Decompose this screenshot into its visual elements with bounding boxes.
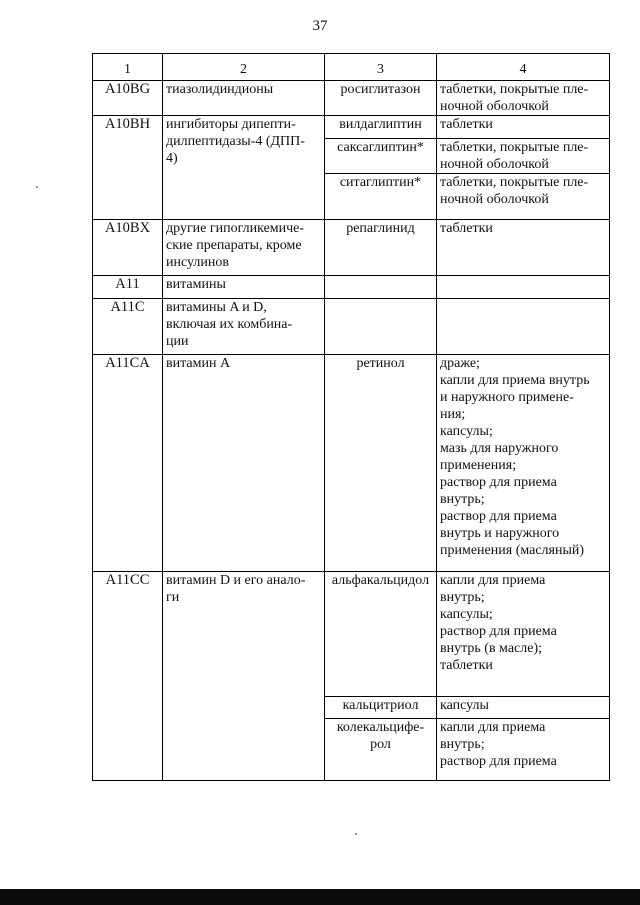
drug-name-cell — [325, 299, 437, 355]
atc-code-cell: A11C — [93, 299, 163, 355]
dosage-form-line: ния; — [440, 407, 466, 422]
dosage-form-line: капсулы; — [440, 424, 493, 439]
header-row — [93, 54, 610, 81]
drug-name-cell: альфакальцидол — [325, 572, 437, 697]
group-name-cell: другие гипогликемиче- ские препараты, кроме инсулинов — [163, 220, 325, 276]
dosage-form-line: таблетки, покрытые пле- — [440, 175, 589, 190]
header-cell: 3 — [325, 54, 437, 81]
table-row — [93, 355, 610, 572]
dosage-form-line: капсулы; — [440, 607, 493, 622]
header-cell: 1 — [93, 54, 163, 81]
dosage-form-line: внутрь; — [440, 737, 485, 752]
dosage-form-cell — [437, 139, 610, 174]
dosage-form-line: таблетки — [440, 658, 493, 673]
dosage-form-cell — [437, 719, 610, 781]
atc-code-cell: A10BG — [93, 81, 163, 116]
drug-name-cell: кальцитриол — [325, 697, 437, 719]
dosage-form-line: таблетки — [440, 117, 493, 132]
group-name-cell: витамин A — [163, 355, 325, 572]
dosage-form-line: ночной оболочкой — [440, 99, 549, 114]
table-row — [93, 572, 610, 697]
dosage-form-line: внутрь; — [440, 590, 485, 605]
dosage-form-line: раствор для приема — [440, 509, 557, 524]
scan-speck — [355, 833, 357, 835]
table-row — [93, 276, 610, 299]
drug-table — [92, 53, 610, 781]
drug-name-cell: колекальцифе- рол — [325, 719, 437, 781]
scan-bottom-bar — [0, 889, 640, 905]
dosage-form-line: ночной оболочкой — [440, 192, 549, 207]
dosage-form-line: внутрь; — [440, 492, 485, 507]
dosage-form-cell — [437, 572, 610, 697]
group-name-cell: витамины A и D, включая их комбина- ции — [163, 299, 325, 355]
table-row — [93, 220, 610, 276]
atc-code-cell: A11 — [93, 276, 163, 299]
page-number: 37 — [312, 18, 328, 34]
drug-name-cell: саксаглиптин* — [325, 139, 437, 174]
table-row — [93, 116, 610, 139]
dosage-form-line: капли для приема — [440, 720, 546, 735]
drug-name-cell: вилдаглиптин — [325, 116, 437, 139]
atc-code-cell: A10BH — [93, 116, 163, 220]
dosage-form-cell — [437, 299, 610, 355]
group-name-cell: ингибиторы дипепти- дилпептидазы-4 (ДПП- 4) — [163, 116, 325, 220]
dosage-form-line: капли для приема — [440, 573, 546, 588]
dosage-form-line: раствор для приема — [440, 475, 557, 490]
dosage-form-line: ночной оболочкой — [440, 157, 549, 172]
table-row — [93, 299, 610, 355]
group-name-cell: витамины — [163, 276, 325, 299]
drug-name-cell: ситаглиптин* — [325, 174, 437, 220]
dosage-form-cell — [437, 220, 610, 276]
group-name-cell: тиазолидиндионы — [163, 81, 325, 116]
dosage-form-line: капсулы — [440, 698, 489, 713]
scan-speck — [36, 186, 38, 188]
dosage-form-line: капли для приема внутрь — [440, 373, 590, 388]
header-cell: 2 — [163, 54, 325, 81]
dosage-form-cell — [437, 276, 610, 299]
dosage-form-line: внутрь (в масле); — [440, 641, 542, 656]
drug-name-cell — [325, 276, 437, 299]
dosage-form-line: драже; — [440, 356, 480, 371]
drug-name-cell: ретинол — [325, 355, 437, 572]
dosage-form-line: применения; — [440, 458, 517, 473]
drug-name-cell: репаглинид — [325, 220, 437, 276]
dosage-form-line: и наружного примене- — [440, 390, 574, 405]
dosage-form-line: таблетки, покрытые пле- — [440, 140, 589, 155]
atc-code-cell: A11CC — [93, 572, 163, 781]
dosage-form-cell — [437, 116, 610, 139]
dosage-form-line: таблетки, покрытые пле- — [440, 82, 589, 97]
atc-code-cell: A10BX — [93, 220, 163, 276]
header-cell: 4 — [437, 54, 610, 81]
dosage-form-line: таблетки — [440, 221, 493, 236]
dosage-form-line: раствор для приема — [440, 754, 557, 769]
dosage-form-cell — [437, 697, 610, 719]
dosage-form-cell — [437, 81, 610, 116]
drug-name-cell: росиглитазон — [325, 81, 437, 116]
dosage-form-line: внутрь и наружного — [440, 526, 560, 541]
atc-code-cell: A11CA — [93, 355, 163, 572]
group-name-cell: витамин D и его анало- ги — [163, 572, 325, 781]
dosage-form-cell — [437, 355, 610, 572]
dosage-form-cell — [437, 174, 610, 220]
table-row — [93, 81, 610, 116]
dosage-form-line: раствор для приема — [440, 624, 557, 639]
dosage-form-line: применения (масляный) — [440, 543, 585, 558]
dosage-form-line: мазь для наружного — [440, 441, 559, 456]
